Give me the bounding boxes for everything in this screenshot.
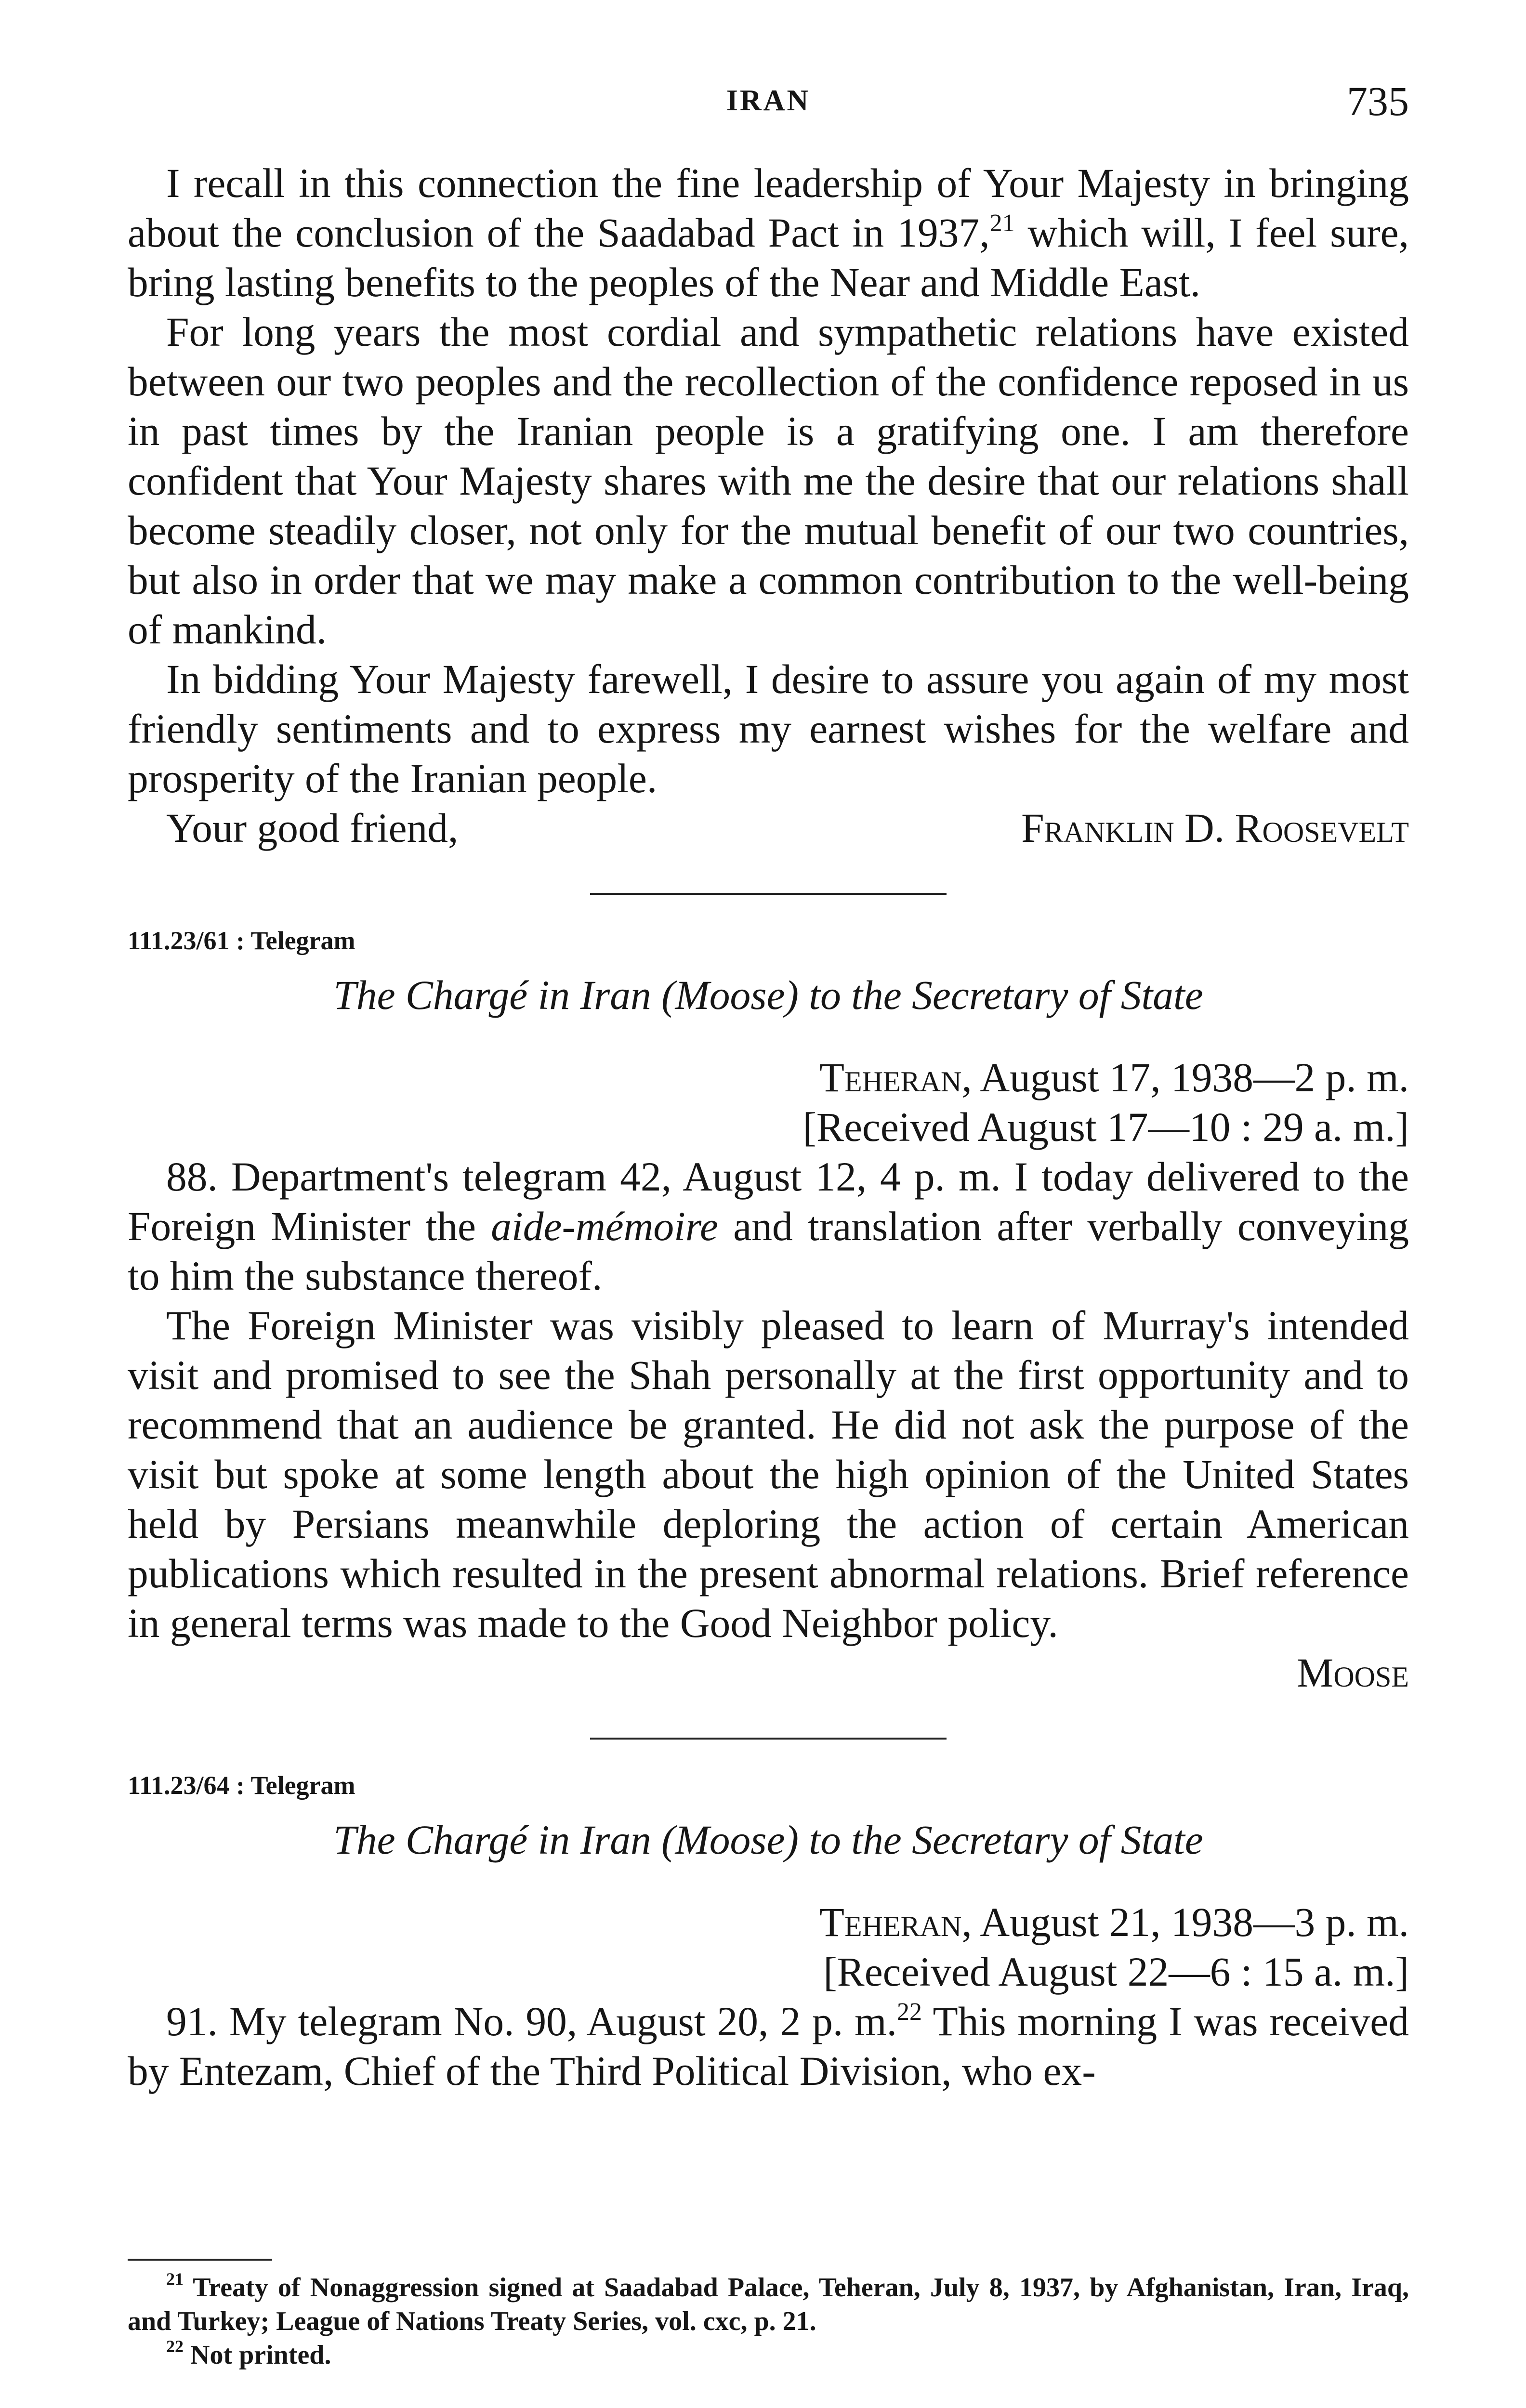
telegram-2-paragraph-1-text-b: This morning I was received by Entezam, Chief of the Third Political Division, who ex-	[128, 1999, 1409, 2094]
telegram-1-date	[128, 1053, 1409, 1103]
letter-paragraph-1-text-a: I recall in this connection the fine leadership of Your Majesty in bringing about the conclusion of the Saadabad Pact in 1937,	[128, 161, 1409, 256]
letter-paragraph-1-text-b: which will, I feel sure, bring lasting benefits to the peoples of the Near and Middle East.	[128, 210, 1409, 305]
telegram-1-paragraph-2: The Foreign Minister was visibly pleased to learn of Murray's intended visit and promised to see the Shah personally at the first opportunity and to recommend that an audience be granted. He did not ask the purpose of the visit but spoke at some length about the high opinion of the United States held by Persians meanwhile deploring the action of certain American publications which resulted in the present abnormal relations. Brief reference in general terms was made to the Good Neighbor policy.	[128, 1303, 1409, 1646]
footnote-ref-21: 21	[989, 209, 1015, 237]
telegram-2-place: Teheran	[819, 1900, 962, 1945]
telegram-1-italic-term: aide-mémoire	[491, 1204, 718, 1249]
complimentary-close: Your good friend,	[166, 806, 459, 851]
telegram-1-place: Teheran	[819, 1055, 962, 1100]
footnote-22-text: Not printed.	[190, 2340, 331, 2370]
page-header	[128, 77, 1409, 130]
telegram-2-date	[128, 1898, 1409, 1948]
letter-closing	[128, 804, 1409, 853]
section-divider	[590, 893, 947, 895]
telegram-2-file-reference: 111.23/64 : Telegram	[128, 1771, 355, 1800]
footnotes	[128, 2271, 1409, 2372]
telegram-1-date-text: , August 17, 1938—2 p. m.	[961, 1055, 1409, 1100]
footnote-21-text: Treaty of Nonaggression signed at Saadabad Palace, Teheran, July 8, 1937, by Afghanistan, Iran, Iraq, and Turkey; League of Nations Treaty Series, vol. cxc, p. 21.	[128, 2273, 1409, 2336]
letter-paragraph-1	[128, 159, 1409, 308]
page-number: 735	[1347, 78, 1409, 124]
telegram-2-title: The Chargé in Iran (Moose) to the Secretary of State	[333, 1818, 1203, 1863]
footnote-divider	[128, 2259, 272, 2261]
letter-paragraph-2: For long years the most cordial and sympathetic relations have existed between our two peoples and the recollection of the confidence reposed in us in past times by the Iranian people is a gratifying one. I am therefore confident that Your Majesty shares with me the desire that our relations shall become steadily closer, not only for the mutual benefit of our two countries, but also in order that we may make a common contribution to the well-being of mankind.	[128, 310, 1409, 653]
footnote-22	[128, 2338, 1409, 2372]
section-divider	[590, 1738, 947, 1740]
telegram-1-paragraph-1	[128, 1152, 1409, 1301]
telegram-2-paragraph-1-text-a: 91. My telegram No. 90, August 20, 2 p. m.	[166, 1999, 897, 2044]
telegram-2-dateline	[128, 1898, 1409, 1997]
telegram-1-file-reference: 111.23/61 : Telegram	[128, 926, 355, 955]
telegram-2-received: [Received August 22—6 : 15 a. m.]	[823, 1950, 1409, 1995]
telegram-1-received: [Received August 17—10 : 29 a. m.]	[802, 1105, 1409, 1150]
telegram-1-signature: Moose	[1297, 1650, 1409, 1696]
footnote-21-number: 21	[166, 2269, 184, 2289]
running-title: IRAN	[726, 84, 811, 117]
telegram-1-paragraph-1-text-a: 88. Department's telegram 42, August 12, 4 p. m. I today delivered to the Foreign Minister the	[128, 1154, 1409, 1249]
telegram-2-paragraph-1	[128, 1997, 1409, 2096]
footnote-22-number: 22	[166, 2337, 184, 2356]
page-body	[128, 159, 1409, 2096]
footnote-ref-22: 22	[897, 1998, 922, 2026]
telegram-1-title: The Chargé in Iran (Moose) to the Secretary of State	[333, 973, 1203, 1018]
letter-paragraph-3: In bidding Your Majesty farewell, I desire to assure you again of my most friendly sentiments and to express my earnest wishes for the welfare and prosperity of the Iranian people.	[128, 657, 1409, 801]
telegram-1-paragraph-1-text-b: and translation after verbally conveying to him the substance thereof.	[128, 1204, 1409, 1299]
footnote-21	[128, 2271, 1409, 2338]
telegram-1-dateline	[128, 1053, 1409, 1152]
telegram-2-date-text: , August 21, 1938—3 p. m.	[961, 1900, 1409, 1945]
letter-signature: Franklin D. Roosevelt	[1021, 806, 1409, 851]
